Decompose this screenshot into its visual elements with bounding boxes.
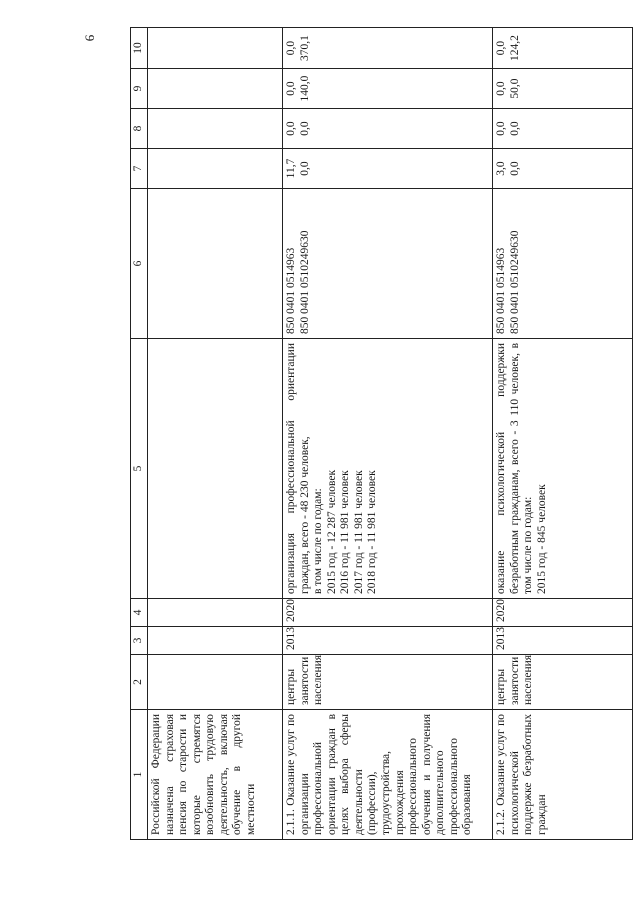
result-line: 2018 год - 11 981 человек — [366, 470, 379, 594]
result-line: 2016 год - 11 981 человек — [339, 470, 352, 594]
result-line: 2015 год - 845 человек — [535, 484, 548, 594]
result-cell — [148, 339, 283, 599]
header-cell: 8 — [131, 109, 148, 149]
value: 3,0 — [495, 161, 507, 176]
measure-cell: 2.1.1. Оказание услуг по организации профессиональной ориентации граждан в целях выбора сферы деятельности (профессии), трудоустройства, прохождения профессионального обучения и получения дополнительного профессионального образования — [283, 710, 493, 840]
value: 0,0 — [298, 121, 311, 136]
value-cell — [493, 109, 633, 149]
executor-cell — [148, 655, 283, 710]
table-row — [148, 28, 283, 840]
value-cell — [493, 149, 633, 189]
executor-cell: центры занятости населения — [283, 655, 493, 710]
value: 0,0 — [495, 81, 507, 96]
value-cell — [283, 149, 493, 189]
start-year-cell: 2013 — [283, 627, 493, 655]
budget-code: 850 0401 0510249630 — [298, 230, 311, 334]
budget-code: 850 0401 0514963 — [495, 247, 507, 334]
budget-code-cell — [283, 189, 493, 339]
value: 0,0 — [508, 121, 521, 136]
result-line: в том числе по годам: — [312, 488, 325, 594]
value: 0,0 — [298, 161, 311, 176]
value: 0,0 — [508, 161, 521, 176]
header-cell: 1 — [131, 710, 148, 840]
result-line: 2017 год - 11 981 человек — [352, 470, 365, 594]
header-cell: 9 — [131, 69, 148, 109]
header-cell: 6 — [131, 189, 148, 339]
header-row — [131, 28, 148, 840]
value: 11,7 — [285, 158, 297, 179]
value-cell — [283, 109, 493, 149]
budget-code: 850 0401 0514963 — [285, 247, 297, 334]
result-cell — [493, 339, 633, 599]
start-year-cell: 2013 — [493, 627, 633, 655]
value: 370,1 — [298, 35, 311, 61]
value-cell — [283, 69, 493, 109]
page-number: 9 — [82, 34, 98, 42]
header-cell: 5 — [131, 339, 148, 599]
value-cell — [148, 69, 283, 109]
value-cell — [493, 28, 633, 69]
budget-code: 850 0401 0510249630 — [508, 230, 521, 334]
value-cell — [148, 28, 283, 69]
value: 0,0 — [495, 121, 507, 136]
value: 0,0 — [495, 40, 507, 56]
result-line: оказание психологической поддержки безработным гражданам, всего - 3 110 человек, в том числе по годам: — [495, 343, 535, 594]
table-row — [493, 28, 633, 840]
measure-cell: 2.1.2. Оказание услуг по психологической поддержке безработных граждан — [493, 710, 633, 840]
value: 0,0 — [285, 81, 297, 96]
end-year-cell: 2020 — [493, 599, 633, 627]
result-line: организация профессиональной ориентации граждан, всего - 48 230 человек, — [285, 343, 311, 594]
value-cell — [148, 109, 283, 149]
value: 124,2 — [508, 35, 521, 61]
header-cell: 7 — [131, 149, 148, 189]
measure-cell: Российской Федерации назначена страховая пенсия по старости и которые стремятся возобновить трудовую деятельность, включая обучение в другой местности — [148, 710, 283, 840]
value: 50,0 — [508, 78, 521, 99]
result-cell — [283, 339, 493, 599]
header-cell: 2 — [131, 655, 148, 710]
header-cell: 4 — [131, 599, 148, 627]
header-cell: 10 — [131, 28, 148, 69]
header-cell: 3 — [131, 627, 148, 655]
table-row — [283, 28, 493, 840]
executor-cell: центры занятости населения — [493, 655, 633, 710]
value: 0,0 — [285, 40, 297, 56]
budget-code-cell — [493, 189, 633, 339]
result-line: 2015 год - 12 287 человек — [325, 469, 338, 594]
value: 140,0 — [298, 75, 311, 102]
budget-code-cell — [148, 189, 283, 339]
value: 0,0 — [285, 121, 297, 136]
value-cell — [148, 149, 283, 189]
end-year-cell: 2020 — [283, 599, 493, 627]
end-year-cell — [148, 599, 283, 627]
start-year-cell — [148, 627, 283, 655]
value-cell — [493, 69, 633, 109]
value-cell — [283, 28, 493, 69]
program-table — [130, 27, 633, 840]
